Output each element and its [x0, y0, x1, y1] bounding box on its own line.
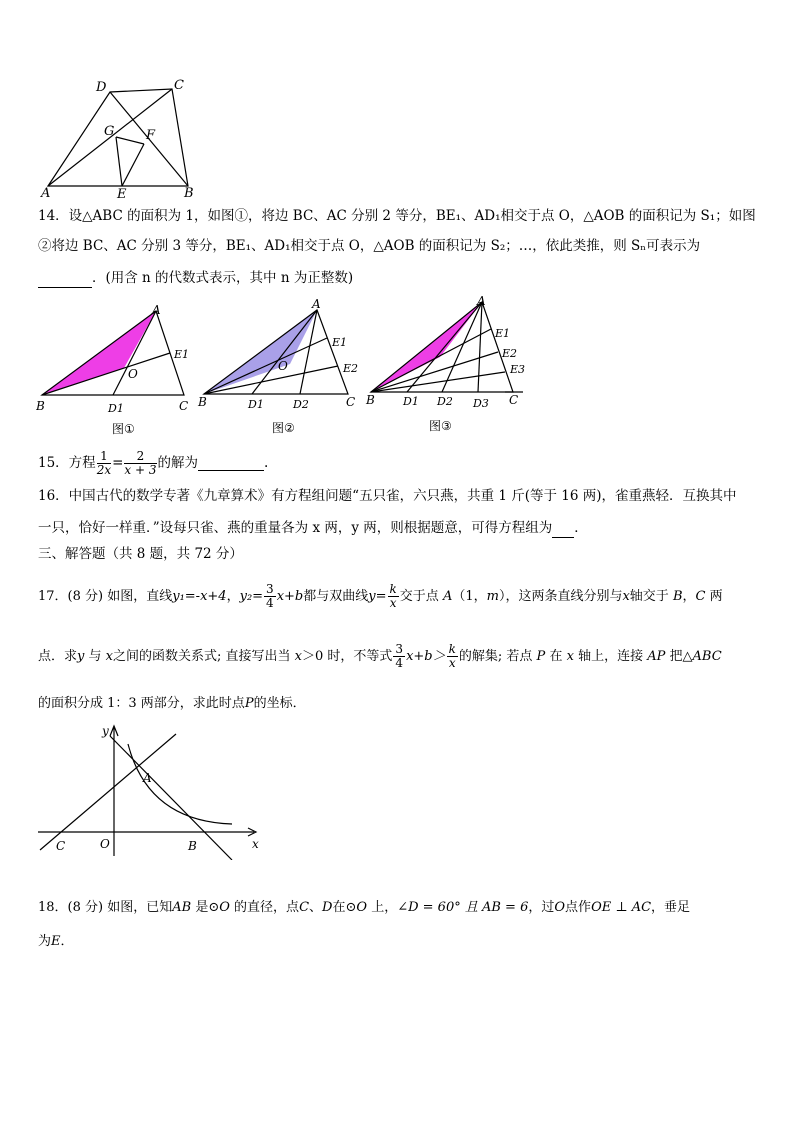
caption-fig1: 图①: [112, 422, 135, 435]
label-C: C: [346, 395, 356, 409]
q15-line: 15．方程 $\frac{1}{2x}$ = $\frac{2}{x + 3}$ 的解为 .: [38, 449, 269, 477]
t: ，: [226, 589, 240, 604]
t: 17．(8 分) 如图，直线: [38, 589, 173, 604]
d: 4: [266, 596, 274, 610]
t: 点作: [565, 900, 592, 915]
t: ＞0 时，不等式: [302, 649, 393, 664]
label-A: A: [41, 186, 51, 200]
label-D2: D2: [293, 398, 309, 411]
label-O: O: [128, 367, 138, 381]
t: P: [536, 649, 546, 664]
label-E1: E1: [332, 336, 348, 349]
q14-figure-2: [196, 296, 371, 436]
t: 把: [669, 649, 683, 664]
q14-line2: ②将边 BC、AC 分别 3 等分，BE₁、AD₁相交于点 O，△AOB 的面积记为 S₂；…，依此类推，则 Sₙ可表示为: [38, 238, 701, 254]
label-E3: E3: [510, 363, 525, 376]
quadrilateral-figure: [38, 75, 198, 200]
point-B: B: [188, 839, 197, 853]
t: ．: [60, 934, 74, 949]
t: m: [486, 589, 499, 604]
q15-prefix: 15．方程: [38, 455, 96, 471]
t: D: [322, 900, 333, 915]
label-E: E: [117, 187, 127, 200]
t: y₂=: [239, 589, 264, 604]
label-B: B: [366, 393, 375, 407]
label-C: C: [174, 78, 184, 93]
t: P: [244, 696, 254, 711]
t: ∠D = 60° 且 AB = 6: [397, 900, 529, 915]
t: C: [695, 589, 706, 604]
n: 3: [395, 642, 404, 656]
label-D: D: [96, 80, 107, 95]
t: 与: [88, 649, 102, 664]
label-B: B: [36, 399, 45, 413]
t: y: [77, 649, 85, 664]
n: 3: [266, 582, 274, 596]
t: ，垂足: [651, 900, 691, 915]
t: y₁=-x+4: [172, 589, 227, 604]
t: （1，: [452, 589, 487, 604]
q18-line2: [38, 932, 74, 952]
q17-graph: [36, 720, 268, 860]
q14-line1: 14．设△ABC 的面积为 1，如图①，将边 BC、AC 分别 2 等分，BE₁、AD₁相交于点 O，△AOB 的面积记为 S₁；如图: [38, 208, 756, 224]
t: 之间的函数关系式; 直接写出当: [113, 649, 291, 664]
label-G: G: [104, 124, 115, 139]
t: 点．求: [38, 649, 78, 664]
fraction-k-x: [388, 583, 399, 610]
t: 18．(8 分) 如图，已知: [38, 900, 173, 915]
t: A: [442, 589, 453, 604]
t: x+b＞: [406, 649, 446, 664]
origin-O: O: [100, 837, 110, 851]
t: C: [299, 900, 310, 915]
fraction-3-4: [393, 643, 405, 670]
equals: =: [112, 455, 124, 471]
t: 的面积分成 1：3 两部分，求此时点: [38, 696, 245, 711]
point-A: A: [143, 771, 152, 785]
t: 交于点: [399, 589, 439, 604]
q17-line1: [38, 578, 723, 616]
q14-line3: [38, 268, 353, 288]
t: y=: [368, 589, 387, 604]
t: x: [566, 649, 574, 664]
q16-line2: 一只，恰好一样重．”设每只雀、燕的重量各为 x 两，y 两，则根据题意，可得方程组为 ．: [38, 520, 588, 536]
label-E1: E1: [495, 327, 511, 340]
t: 两: [709, 589, 723, 604]
q17-line3: [38, 694, 306, 714]
label-B: B: [198, 395, 207, 409]
q17-line2: [38, 638, 722, 676]
n: k: [448, 642, 456, 656]
label-O: O: [278, 359, 288, 373]
t: ，: [682, 589, 696, 604]
caption-fig3: 图③: [429, 419, 452, 433]
axis-label-y: y: [102, 724, 109, 738]
t: OE ⊥ AC: [591, 900, 652, 915]
frac-den: 2x: [96, 463, 112, 477]
t: E: [51, 934, 61, 949]
t: ，过: [528, 900, 555, 915]
t: 是: [195, 900, 209, 915]
t: x: [294, 649, 303, 664]
label-D1: D1: [248, 398, 264, 411]
t: 轴上，连接: [578, 649, 644, 664]
label-D3: D3: [473, 397, 489, 410]
fraction-1: [97, 450, 111, 477]
q16-line1: 16．中国古代的数学专著《九章算术》有方程组问题“五只雀，六只燕，共重 1 斤(等于 16 两)，雀重燕轻．互换其中: [38, 488, 737, 504]
t: 在: [549, 649, 563, 664]
label-E2: E2: [502, 347, 518, 360]
label-A: A: [152, 303, 161, 317]
axis-label-x: x: [252, 837, 259, 851]
d: 4: [395, 656, 404, 670]
answer-blank-15: [198, 456, 264, 471]
label-C: C: [179, 399, 189, 413]
q14-figure-1: [36, 300, 196, 435]
label-B: B: [184, 186, 194, 200]
d: x: [389, 596, 397, 610]
t: ），这两条直线分别与: [498, 589, 623, 604]
q14-line3-text: ．(用含 n 的代数式表示，其中 n 为正整数): [92, 270, 354, 286]
n: k: [389, 582, 397, 596]
label-D2: D2: [437, 395, 453, 408]
label-A: A: [477, 294, 486, 308]
q18-line1: [38, 898, 690, 918]
t: 轴交于: [629, 589, 669, 604]
answer-blank-14: [38, 273, 92, 288]
t: 的直径，点: [234, 900, 300, 915]
t: x+b: [276, 589, 304, 604]
t: x: [622, 589, 630, 604]
q14-figure-3: [365, 293, 525, 436]
label-D1: D1: [403, 395, 419, 408]
answer-blank-16: [552, 523, 574, 538]
t: 为: [38, 934, 52, 949]
q16-line2-text: 一只，恰好一样重．”设每只雀、燕的重量各为 x 两，y 两，则根据题意，可得方程组为: [38, 520, 553, 536]
label-F: F: [146, 128, 156, 143]
label-A: A: [312, 297, 321, 311]
t: △ABC: [682, 649, 722, 664]
label-E1: E1: [174, 348, 190, 361]
d: x: [448, 656, 456, 670]
t: ⊙O: [208, 900, 230, 915]
section-3-heading: 三、解答题（共 8 题，共 72 分）: [38, 546, 243, 562]
t: 上，: [371, 900, 398, 915]
point-C: C: [56, 839, 66, 853]
frac-num: 1: [97, 450, 111, 464]
frac-den: x + 3: [124, 463, 157, 477]
t: O: [554, 900, 566, 915]
caption-fig2: 图②: [272, 421, 295, 435]
t: B: [672, 589, 683, 604]
t: 的解集; 若点: [458, 649, 533, 664]
label-E2: E2: [343, 362, 359, 375]
label-C: C: [509, 393, 519, 407]
t: 在: [332, 900, 346, 915]
t: AB: [172, 900, 192, 915]
fraction-2: [124, 450, 156, 477]
t: AP: [647, 649, 666, 664]
t: 的坐标．: [253, 696, 306, 711]
t: 都与双曲线: [303, 589, 369, 604]
frac-num: 2: [124, 450, 156, 464]
fraction-3-4: [264, 583, 276, 610]
label-D1: D1: [108, 402, 124, 415]
fraction-k-x: [447, 643, 458, 670]
q15-suffix: 的解为: [157, 455, 198, 471]
t: x: [105, 649, 114, 664]
t: ⊙O: [345, 900, 368, 915]
t: 、: [309, 900, 323, 915]
